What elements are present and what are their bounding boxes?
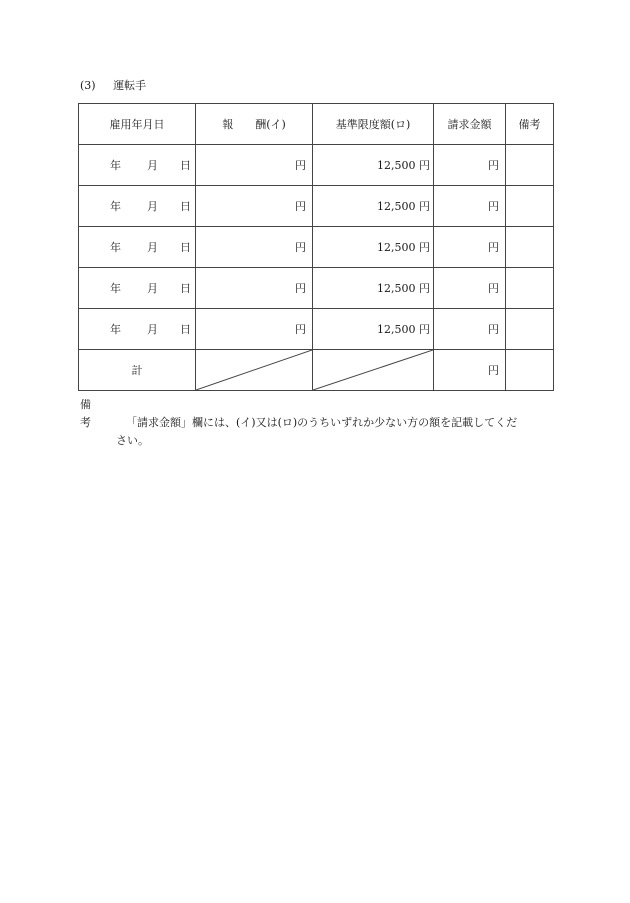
employment-date-cell[interactable]: [79, 309, 196, 350]
month-label: 月: [147, 159, 158, 172]
month-label: 月: [147, 200, 158, 213]
day-label: 日: [180, 159, 191, 172]
table-row: [79, 227, 554, 268]
base-limit-cell: 12,500 円: [313, 309, 434, 350]
year-label: 年: [110, 200, 121, 213]
compensation-cell[interactable]: 円: [196, 145, 313, 186]
remarks-note: [80, 396, 560, 450]
claim-amount-cell[interactable]: 円: [434, 186, 506, 227]
table-header-row: [79, 104, 554, 145]
year-label: 年: [110, 159, 121, 172]
diagonal-line: [313, 350, 433, 390]
base-limit-cell: 12,500 円: [313, 186, 434, 227]
month-label: 月: [147, 323, 158, 336]
year-label: 年: [110, 282, 121, 295]
table-row: [79, 186, 554, 227]
month-label: 月: [147, 241, 158, 254]
note-text-line1: 「請求金額」欄には、(イ)又は(ロ)のうちいずれか少ない方の額を記載してくだ: [126, 416, 518, 429]
remarks-cell[interactable]: [506, 309, 554, 350]
table-row: [79, 309, 554, 350]
claim-amount-cell[interactable]: 円: [434, 145, 506, 186]
claim-amount-cell[interactable]: 円: [434, 268, 506, 309]
day-label: 日: [180, 282, 191, 295]
month-label: 月: [147, 282, 158, 295]
base-limit-cell: 12,500 円: [313, 268, 434, 309]
year-label: 年: [110, 241, 121, 254]
base-limit-cell: 12,500 円: [313, 227, 434, 268]
header-employment-date: 雇用年月日: [79, 104, 196, 145]
total-base-limit-crossed-cell: [313, 350, 434, 391]
employment-date-cell[interactable]: [79, 227, 196, 268]
header-compensation: 報 酬(イ): [196, 104, 313, 145]
compensation-cell[interactable]: 円: [196, 309, 313, 350]
header-remarks: 備考: [506, 104, 554, 145]
table-row: [79, 268, 554, 309]
remarks-cell[interactable]: [506, 227, 554, 268]
section-heading: [80, 79, 146, 93]
note-label: 備 考: [80, 398, 114, 429]
remarks-cell[interactable]: [506, 145, 554, 186]
remarks-cell[interactable]: [506, 186, 554, 227]
year-label: 年: [110, 323, 121, 336]
header-claim-amount: 請求金額: [434, 104, 506, 145]
compensation-cell[interactable]: 円: [196, 268, 313, 309]
header-base-limit: 基準限度額(ロ): [313, 104, 434, 145]
note-text-line2: さい。: [116, 434, 149, 447]
claim-table: [78, 103, 554, 391]
section-title: 運転手: [113, 79, 147, 92]
total-remarks-cell[interactable]: [506, 350, 554, 391]
total-row: [79, 350, 554, 391]
claim-amount-cell[interactable]: 円: [434, 227, 506, 268]
table-row: [79, 145, 554, 186]
compensation-cell[interactable]: 円: [196, 227, 313, 268]
day-label: 日: [180, 323, 191, 336]
compensation-cell[interactable]: 円: [196, 186, 313, 227]
employment-date-cell[interactable]: [79, 145, 196, 186]
total-compensation-crossed-cell: [196, 350, 313, 391]
section-number: (3): [80, 79, 96, 92]
base-limit-cell: 12,500 円: [313, 145, 434, 186]
day-label: 日: [180, 200, 191, 213]
total-label: 計: [79, 350, 196, 391]
total-claim-amount-cell[interactable]: 円: [434, 350, 506, 391]
day-label: 日: [180, 241, 191, 254]
diagonal-line: [196, 350, 312, 390]
employment-date-cell[interactable]: [79, 268, 196, 309]
claim-amount-cell[interactable]: 円: [434, 309, 506, 350]
employment-date-cell[interactable]: [79, 186, 196, 227]
remarks-cell[interactable]: [506, 268, 554, 309]
